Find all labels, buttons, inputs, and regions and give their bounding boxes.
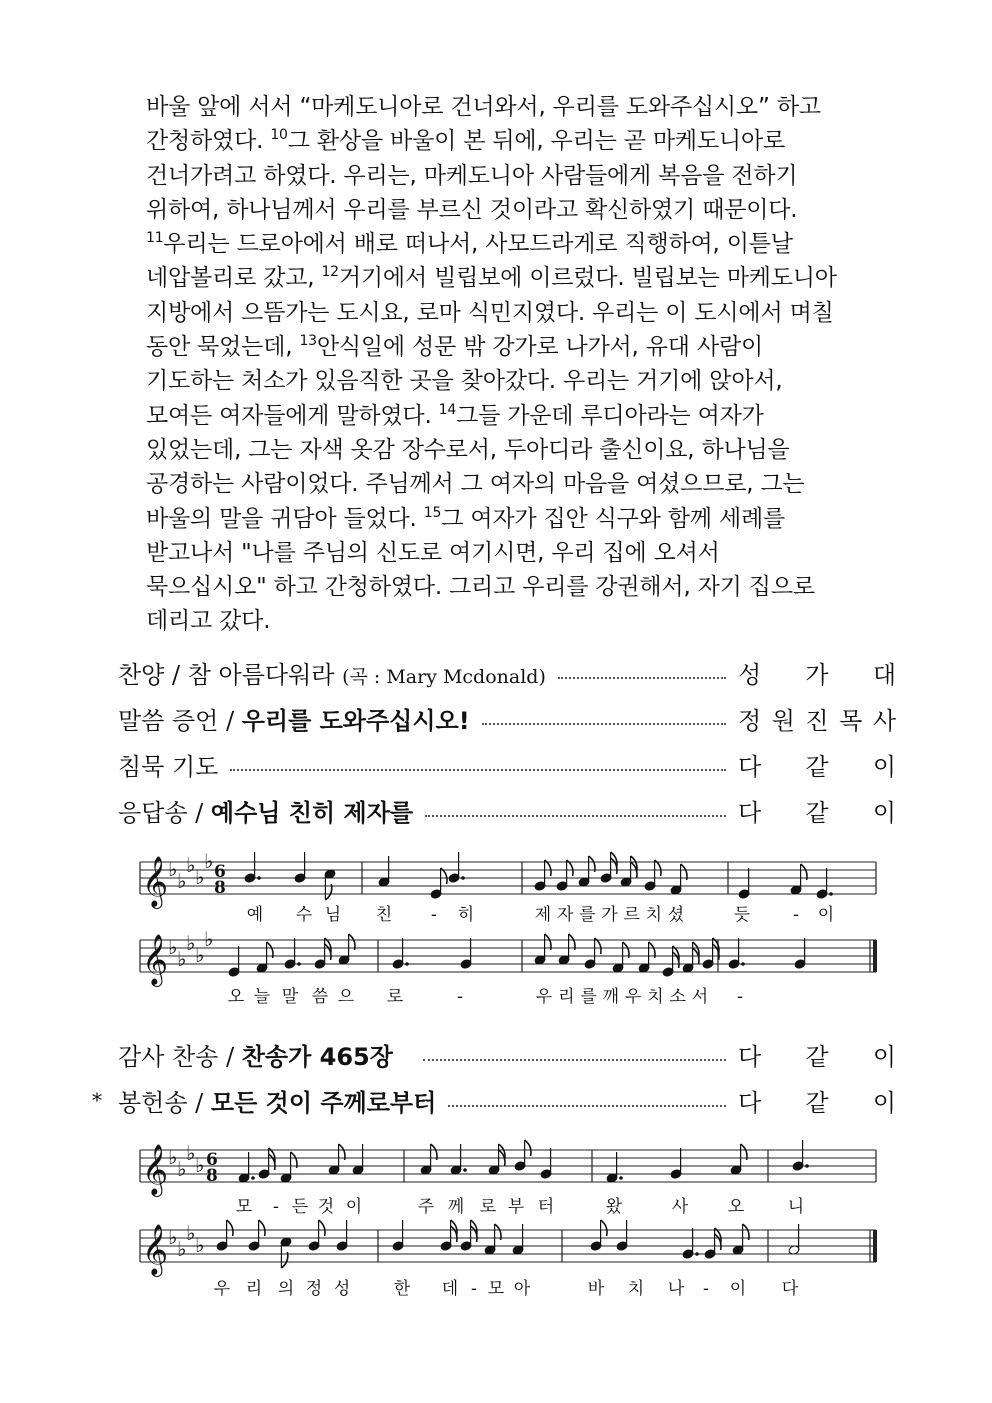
lyric-syllable: 니 — [787, 1197, 805, 1217]
flat-icon: ♭ — [177, 1157, 187, 1181]
scripture-line — [146, 159, 876, 193]
scripture-line — [146, 536, 876, 570]
lyric-syllable: 자 — [556, 905, 574, 925]
lyric-syllable: 듯 — [733, 905, 751, 925]
note — [732, 1224, 749, 1255]
note — [558, 934, 575, 965]
note — [794, 938, 806, 969]
verse-text: 거기에서 빌립보에 이르렀다. 빌립보는 마케도니아 — [338, 265, 837, 292]
flat-icon: ♭ — [168, 935, 178, 959]
leader-dots — [425, 815, 726, 817]
note — [620, 856, 637, 887]
verse-text: 안식일에 성문 밖 강가로 나가서, 유대 사람이 — [316, 334, 763, 361]
flat-icon: ♭ — [186, 931, 196, 955]
lyric-syllable: 왔 — [605, 1197, 623, 1217]
note — [248, 1220, 265, 1251]
lyric-syllable: 리 — [558, 987, 575, 1007]
note — [612, 942, 629, 973]
note — [338, 934, 355, 965]
lyric-syllable: 으 — [337, 987, 355, 1007]
prayer-participants: 다 같 이 — [738, 752, 896, 781]
lyric-syllable: - — [792, 905, 800, 925]
lyric-syllable: 아 — [513, 1279, 531, 1299]
lyric-syllable: 나 — [667, 1279, 685, 1299]
flat-icon: ♭ — [168, 1145, 178, 1169]
flat-icon: ♭ — [168, 857, 178, 881]
verse-text: 데리고 갔다. — [146, 608, 271, 635]
standing-mark: * — [92, 1088, 102, 1112]
lyric-syllable: 를 — [579, 905, 596, 925]
note — [294, 852, 306, 883]
lyric-syllable: 님 — [324, 905, 342, 925]
note — [392, 1220, 404, 1251]
verse-text: 그 여자가 집안 식구와 함께 세례를 — [441, 505, 785, 532]
offering-title: 모든 것이 주께로부터 — [210, 1088, 437, 1117]
lyric-syllable: 모 — [487, 1279, 505, 1299]
note — [460, 1220, 477, 1251]
lyric-syllable: 주 — [417, 1197, 435, 1217]
note — [790, 864, 807, 895]
note — [670, 864, 687, 895]
flat-icon: ♭ — [195, 865, 205, 889]
lyric-syllable: 로 — [479, 1197, 497, 1217]
scripture-line — [146, 124, 876, 158]
note — [682, 942, 699, 973]
note — [352, 1144, 364, 1175]
note — [228, 946, 240, 977]
note — [512, 1224, 524, 1255]
lyric-syllable: 다 — [781, 1279, 799, 1299]
lyric-syllable: 우 — [213, 1279, 231, 1299]
offering-participants: 다 같 이 — [738, 1088, 896, 1117]
verse-text: 건너가려고 하였다. 우리는, 마케도니아 사람들에게 복음을 전하기 — [146, 162, 798, 189]
sermon-label: 말씀 증언 / — [118, 706, 242, 735]
note — [314, 938, 331, 969]
response-title: 예수님 친히 제자를 — [210, 798, 414, 827]
note — [392, 938, 409, 969]
note — [256, 942, 273, 973]
note — [616, 1220, 628, 1251]
verse-number: 11 — [146, 230, 164, 247]
verse-number: 12 — [321, 264, 339, 281]
anthem-performer: 성 가 대 — [738, 660, 896, 689]
verse-text: 기도하는 처소가 있음직한 곳을 찾아갔다. 우리는 거기에 앉아서, — [146, 368, 783, 395]
note — [420, 1144, 437, 1175]
verse-text: 위하여, 하나님께서 우리를 부르신 것이라고 확신하였기 때문이다. — [146, 196, 798, 223]
flat-icon: ♭ — [168, 1225, 178, 1249]
note — [238, 1152, 255, 1183]
response-song-score — [0, 840, 992, 1020]
note — [324, 869, 336, 900]
lyric-syllable: 터 — [537, 1197, 555, 1217]
note — [280, 1152, 297, 1183]
lyric-syllable: 제 — [534, 905, 552, 925]
lyric-syllable: 성 — [333, 1279, 351, 1299]
offering-label: 봉헌송 / — [118, 1088, 211, 1117]
flat-icon: ♭ — [195, 943, 205, 967]
lyric-syllable: 이 — [817, 905, 835, 925]
leader-dots — [482, 723, 726, 725]
scripture-passage — [146, 90, 876, 639]
lyric-syllable: 이 — [345, 1197, 363, 1217]
lyric-syllable: 가 — [601, 905, 618, 925]
note — [430, 868, 447, 899]
note — [728, 938, 745, 969]
lyric-syllable: - — [430, 905, 438, 925]
lyric-syllable: 이 — [729, 1279, 747, 1299]
scripture-line — [146, 90, 876, 124]
lyric-syllable: 우 — [624, 987, 642, 1007]
note — [704, 1228, 721, 1259]
scripture-line — [146, 570, 876, 604]
lyric-syllable: 소 — [669, 987, 686, 1007]
lyric-syllable: 것 — [317, 1197, 335, 1217]
verse-number: 13 — [299, 333, 317, 350]
lyric-syllable: - — [470, 1279, 478, 1299]
lyric-syllable: 께 — [447, 1197, 465, 1217]
note — [534, 860, 551, 891]
lyric-syllable: 치 — [627, 1279, 645, 1299]
note — [448, 852, 465, 883]
treble-clef-icon: 𝄞 — [142, 1224, 169, 1275]
offering-song-score — [0, 1130, 992, 1310]
lyric-syllable: 말 — [281, 987, 299, 1007]
verse-number: 14 — [438, 401, 457, 418]
note — [488, 1144, 505, 1175]
lyric-syllable: 모 — [235, 1197, 253, 1217]
treble-clef-icon: 𝄞 — [142, 856, 169, 907]
note — [600, 852, 617, 883]
verse-text: 모여든 여자들에게 말하였다. — [146, 402, 439, 429]
verse-text: 공경하는 사람이었다. 주님께서 그 여자의 마음을 여셨으므로, 그는 — [146, 471, 805, 498]
anthem-composer: (곡 : Mary Mcdonald) — [342, 665, 546, 688]
thanks-label: 감사 찬송 / — [118, 1042, 242, 1071]
note — [792, 1140, 809, 1171]
prayer-label: 침묵 기도 — [118, 752, 219, 781]
anthem-label: 찬양 / 참 아름다워라 — [118, 660, 343, 689]
flat-icon: ♭ — [177, 869, 187, 893]
note — [738, 868, 750, 899]
flat-icon: ♭ — [186, 853, 196, 877]
lyric-syllable: 사 — [671, 1197, 689, 1217]
verse-text: 바울 앞에 서서 “마케도니아로 건너와서, 우리를 도와주십시오” 하고 — [146, 94, 821, 120]
verse-text: 바울의 말을 귀담아 들었다. — [146, 505, 424, 532]
scripture-line — [146, 433, 876, 467]
time-signature-top: 6 — [214, 862, 226, 882]
note — [336, 1220, 348, 1251]
verse-number: 15 — [423, 504, 442, 521]
lyric-syllable: - — [702, 1279, 710, 1299]
time-signature-top: 6 — [206, 1150, 218, 1170]
order-prayer — [118, 744, 896, 784]
scripture-line — [146, 467, 876, 501]
flat-icon: ♭ — [177, 1237, 187, 1261]
thanks-title: 찬송가 465장 — [241, 1042, 393, 1071]
scripture-line — [146, 330, 876, 364]
order-sermon — [118, 698, 896, 738]
verse-text: 받고나서 "나를 주님의 신도로 여기시면, 우리 집에 오셔서 — [146, 539, 720, 566]
leader-dots — [558, 677, 726, 679]
note — [280, 1237, 292, 1268]
lyric-syllable: 한 — [393, 1279, 411, 1299]
note — [816, 868, 833, 899]
verse-text: 동안 묵었는데, — [146, 334, 300, 361]
order-response — [118, 790, 896, 830]
note — [484, 1224, 501, 1255]
flat-icon: ♭ — [204, 849, 214, 873]
lyric-syllable: 서 — [691, 987, 709, 1007]
flat-icon: ♭ — [177, 947, 187, 971]
verse-number: 10 — [270, 127, 288, 144]
order-anthem — [118, 652, 896, 692]
flat-icon: ♭ — [195, 1153, 205, 1177]
verse-text: 네압볼리로 갔고, — [146, 265, 322, 292]
lyric-syllable: - — [456, 987, 464, 1007]
note — [682, 1228, 699, 1259]
note — [788, 1224, 800, 1255]
lyric-syllable: 부 — [507, 1197, 525, 1217]
lyric-syllable: 셨 — [667, 905, 685, 925]
leader-dots — [423, 1059, 726, 1061]
lyric-syllable: 치 — [647, 987, 664, 1007]
verse-text: 있었는데, 그는 자색 옷감 장수로서, 두아디라 출신이요, 하나님을 — [146, 436, 790, 463]
lyric-syllable: 데 — [441, 1279, 459, 1299]
verse-text: 간청하였다. — [146, 128, 271, 155]
note — [638, 942, 655, 973]
note — [534, 934, 551, 965]
note — [514, 1140, 531, 1171]
verse-text: 우리는 드로아에서 배로 떠나서, 사모드라게로 직행하여, 이튿날 — [163, 231, 793, 258]
scripture-line — [146, 502, 876, 536]
response-label: 응답송 / — [118, 798, 211, 827]
note — [284, 938, 301, 969]
lyric-syllable: 친 — [375, 905, 393, 925]
treble-clef-icon: 𝄞 — [142, 1144, 169, 1195]
lyric-syllable: 바 — [587, 1279, 605, 1299]
note — [540, 1148, 552, 1179]
note — [578, 856, 595, 887]
leader-dots — [448, 1105, 726, 1107]
lyric-syllable: 예 — [246, 905, 264, 925]
verse-text: 그 환상을 바울이 본 뒤에, 우리는 곧 마케도니아로 — [287, 128, 785, 155]
flat-icon: ♭ — [204, 927, 214, 951]
verse-text: 그들 가운데 루디아라는 여자가 — [456, 402, 764, 429]
lyric-syllable: 히 — [457, 905, 475, 925]
lyric-syllable: 씀 — [311, 987, 329, 1007]
lyric-syllable: 치 — [645, 905, 663, 925]
order-thanks-hymn — [118, 1034, 896, 1074]
note — [258, 1148, 275, 1179]
sermon-title: 우리를 도와주십시오! — [241, 706, 470, 735]
note — [590, 1220, 607, 1251]
note — [216, 1220, 233, 1251]
time-signature-bottom: 8 — [214, 878, 226, 898]
note — [606, 1152, 623, 1183]
note — [328, 1144, 345, 1175]
flat-icon: ♭ — [186, 1141, 196, 1165]
note — [378, 856, 390, 887]
lyric-syllable: 깨 — [602, 987, 620, 1007]
verse-text: 묵으십시오" 하고 간청하였다. 그리고 우리를 강권해서, 자기 집으로 — [146, 574, 815, 601]
scripture-line — [146, 193, 876, 227]
note — [308, 1220, 325, 1251]
lyric-syllable: 우 — [535, 987, 553, 1007]
note — [730, 1144, 747, 1175]
note — [244, 852, 261, 883]
lyric-syllable: 정 — [305, 1279, 323, 1299]
verse-text: 지방에서 으뜸가는 도시요, 로마 식민지였다. 우리는 이 도시에서 며칠 — [146, 299, 834, 326]
lyric-syllable: 로 — [386, 987, 404, 1007]
sermon-preacher: 정 원 진 목 사 — [738, 706, 896, 735]
lyric-syllable: 의 — [277, 1279, 295, 1299]
lyric-syllable: 오 — [727, 1197, 745, 1217]
note — [662, 946, 679, 977]
scripture-line — [146, 399, 876, 433]
lyric-syllable: 늘 — [253, 987, 271, 1007]
lyric-syllable: - — [736, 987, 744, 1007]
lyric-syllable: 든 — [291, 1197, 309, 1217]
time-signature-bottom: 8 — [206, 1166, 218, 1186]
scripture-line — [146, 227, 876, 261]
note — [460, 938, 472, 969]
leader-dots — [230, 769, 726, 771]
note — [670, 1148, 682, 1179]
flat-icon: ♭ — [195, 1233, 205, 1257]
scripture-line — [146, 364, 876, 398]
lyric-syllable: - — [272, 1197, 280, 1217]
note — [440, 1220, 457, 1251]
treble-clef-icon: 𝄞 — [142, 934, 169, 985]
flat-icon: ♭ — [186, 1221, 196, 1245]
lyric-syllable: 리 — [245, 1279, 263, 1299]
scripture-line — [146, 604, 876, 638]
scripture-line — [146, 261, 876, 295]
note — [556, 860, 573, 891]
scripture-line — [146, 296, 876, 330]
note — [450, 1144, 467, 1175]
lyric-syllable: 르 — [623, 905, 640, 925]
thanks-participants: 다 같 이 — [738, 1042, 896, 1071]
note — [702, 938, 719, 969]
response-participants: 다 같 이 — [738, 798, 896, 827]
lyric-syllable: 오 — [227, 987, 245, 1007]
order-offering — [92, 1080, 896, 1120]
lyric-syllable: 수 — [295, 905, 313, 925]
note — [584, 938, 601, 969]
lyric-syllable: 를 — [580, 987, 597, 1007]
note — [644, 860, 661, 891]
